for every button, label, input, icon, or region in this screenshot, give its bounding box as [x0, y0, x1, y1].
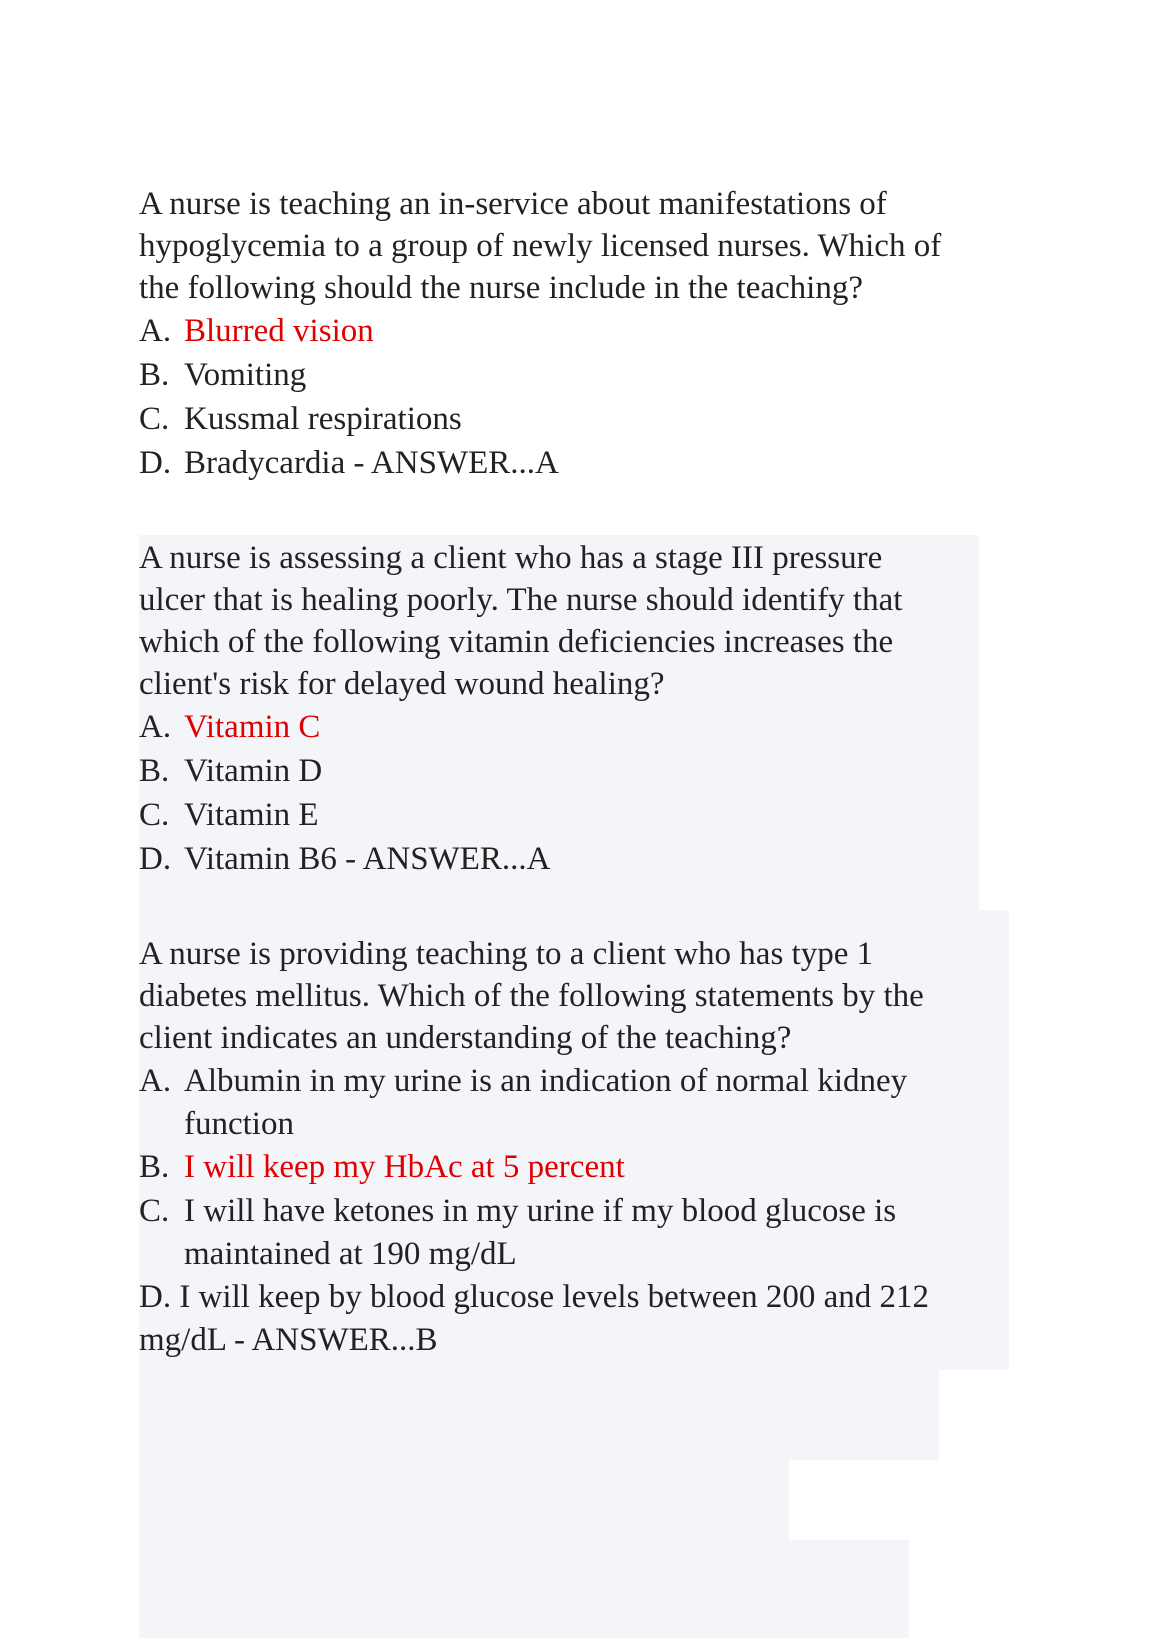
correct-answer-text: I will keep my HbAc at 5 percent	[184, 1149, 625, 1185]
option-b	[139, 353, 1039, 397]
option-d	[139, 441, 1039, 485]
option-continuation: maintained at 190 mg/dL	[184, 1236, 517, 1272]
option-continuation: mg/dL - ANSWER...B	[139, 1322, 438, 1358]
option-letter: B.	[139, 1149, 170, 1185]
question-stem-line: A nurse is assessing a client who has a stage III pressure	[139, 540, 883, 576]
option-d	[139, 1275, 1039, 1319]
option-letter: A.	[139, 709, 172, 745]
correct-answer-text: Vitamin C	[184, 709, 321, 745]
option-d	[139, 837, 1039, 881]
option-letter: A.	[139, 313, 172, 349]
option-b	[139, 749, 1039, 793]
option-letter: C.	[139, 401, 170, 437]
option-letter: A.	[139, 1063, 172, 1099]
option-continuation: function	[184, 1106, 294, 1142]
option-text: Kussmal respirations	[184, 401, 462, 437]
option-letter: D.	[139, 841, 172, 877]
option-letter: D.	[139, 445, 172, 481]
option-text: Albumin in my urine is an indication of normal kidney	[184, 1063, 908, 1099]
option-text: I will keep by blood glucose levels between 200 and 212	[179, 1279, 929, 1315]
option-letter: B.	[139, 753, 170, 789]
question-stem-line: hypoglycemia to a group of newly licensed nurses. Which of	[139, 228, 942, 264]
option-text: Vitamin D	[184, 753, 323, 789]
option-text: Vitamin E	[184, 797, 319, 833]
option-text: Bradycardia - ANSWER...A	[184, 445, 559, 481]
question-2	[139, 537, 1039, 881]
question-3	[139, 933, 1039, 1361]
option-text: I will have ketones in my urine if my blood glucose is	[184, 1193, 897, 1229]
option-c	[139, 793, 1039, 837]
question-stem-line: A nurse is providing teaching to a client who has type 1	[139, 936, 874, 972]
option-text: Vomiting	[184, 357, 307, 393]
shade-block	[139, 1540, 909, 1638]
option-letter: C.	[139, 797, 170, 833]
question-1	[139, 183, 1039, 485]
question-stem-line: diabetes mellitus. Which of the following statements by the	[139, 978, 924, 1014]
option-c	[139, 397, 1039, 441]
question-stem-line: which of the following vitamin deficiencies increases the	[139, 624, 894, 660]
option-letter: B.	[139, 357, 170, 393]
question-stem-line: A nurse is teaching an in-service about manifestations of	[139, 186, 887, 222]
option-a	[139, 309, 1039, 353]
option-c	[139, 1189, 1039, 1233]
correct-answer-text: Blurred vision	[184, 313, 374, 349]
question-stem-line: ulcer that is healing poorly. The nurse should identify that	[139, 582, 903, 618]
question-stem-line: the following should the nurse include in the teaching?	[139, 270, 863, 306]
shade-block	[139, 1360, 939, 1460]
option-letter: C.	[139, 1193, 170, 1229]
option-a	[139, 1059, 1039, 1103]
question-stem-line: client's risk for delayed wound healing?	[139, 666, 665, 702]
option-b	[139, 1145, 1039, 1189]
option-letter: D.	[139, 1279, 172, 1315]
option-text: Vitamin B6 - ANSWER...A	[184, 841, 551, 877]
question-stem-line: client indicates an understanding of the teaching?	[139, 1020, 792, 1056]
option-a	[139, 705, 1039, 749]
